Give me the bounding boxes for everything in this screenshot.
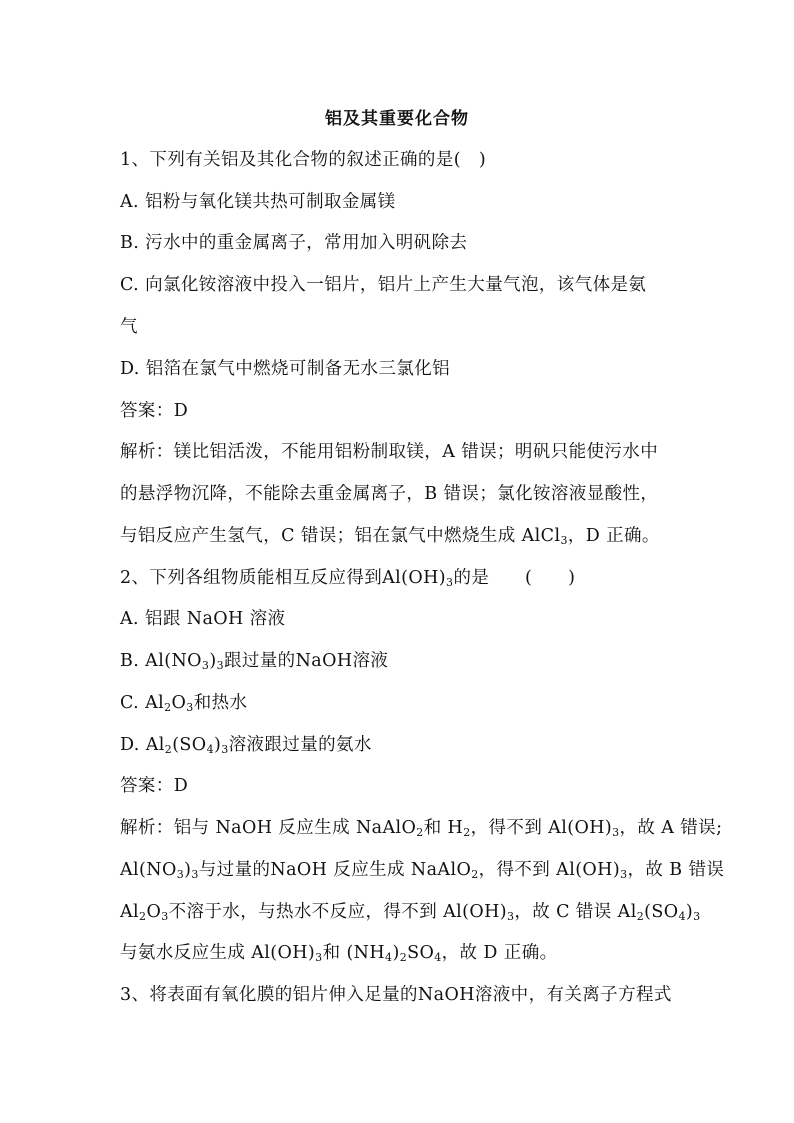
- q1-option-c-line2: 气: [120, 317, 138, 337]
- q1-analysis-line3: 与铝反应产生氢气，C 错误；铝在氯气中燃烧生成 AlCl$_3$，D 正确。: [120, 526, 660, 547]
- q2-analysis-line2: $Al(NO_3)_3$与过量的NaOH 反应生成 NaAlO$_2$，得不到 $Al(OH)_3$，故 B 错误: [120, 860, 725, 881]
- q1-analysis-line1: 解析：镁比铝活泼，不能用铝粉制取镁，A 错误；明矾只能使污水中: [120, 442, 659, 462]
- q2-analysis-line4: 与氨水反应生成 $Al(OH)_3$和 $(NH_4)_2SO_4$，故 D 正确。: [120, 943, 558, 964]
- q2-stem: 2、下列各组物质能相互反应得到$Al(OH)_3$的是 ( ): [120, 568, 576, 589]
- q3-stem: 3、将表面有氧化膜的铝片伸入足量的NaOH溶液中，有关离子方程式: [120, 985, 672, 1005]
- q1-option-a: A. 铝粉与氧化镁共热可制取金属镁: [120, 192, 396, 212]
- q1-option-b: B. 污水中的重金属离子，常用加入明矾除去: [120, 233, 468, 253]
- q2-answer: 答案：D: [120, 776, 189, 796]
- q1-answer: 答案：D: [120, 401, 189, 421]
- q1-option-d: D. 铝箔在氯气中燃烧可制备无水三氯化铝: [120, 359, 451, 379]
- q2-analysis-line3: $Al_2O_3$不溶于水，与热水不反应，得不到 $Al(OH)_3$，故 C 错误 $Al_2(SO_4)_3$: [120, 902, 701, 923]
- q2-option-a: A. 铝跟 NaOH 溶液: [120, 609, 286, 629]
- page-title: 铝及其重要化合物: [325, 109, 469, 129]
- q2-option-c: C. $Al_2O_3$和热水: [120, 693, 248, 714]
- q1-option-c-line1: C. 向氯化铵溶液中投入一铝片，铝片上产生大量气泡，该气体是氨: [120, 275, 647, 295]
- q2-analysis-line1: 解析：铝与 NaOH 反应生成 NaAlO$_2$和 $H_2$，得不到 $Al(OH)_3$，故 A 错误;: [120, 818, 723, 839]
- q1-analysis-line2: 的悬浮物沉降，不能除去重金属离子，B 错误；氯化铵溶液显酸性，: [120, 484, 659, 504]
- q2-option-b: B. $Al(NO_3)_3$跟过量的NaOH溶液: [120, 651, 389, 672]
- q2-option-d: D. $Al_2(SO_4)_3$溶液跟过量的氨水: [120, 735, 372, 756]
- q1-stem: 1、下列有关铝及其化合物的叙述正确的是( ): [120, 150, 487, 170]
